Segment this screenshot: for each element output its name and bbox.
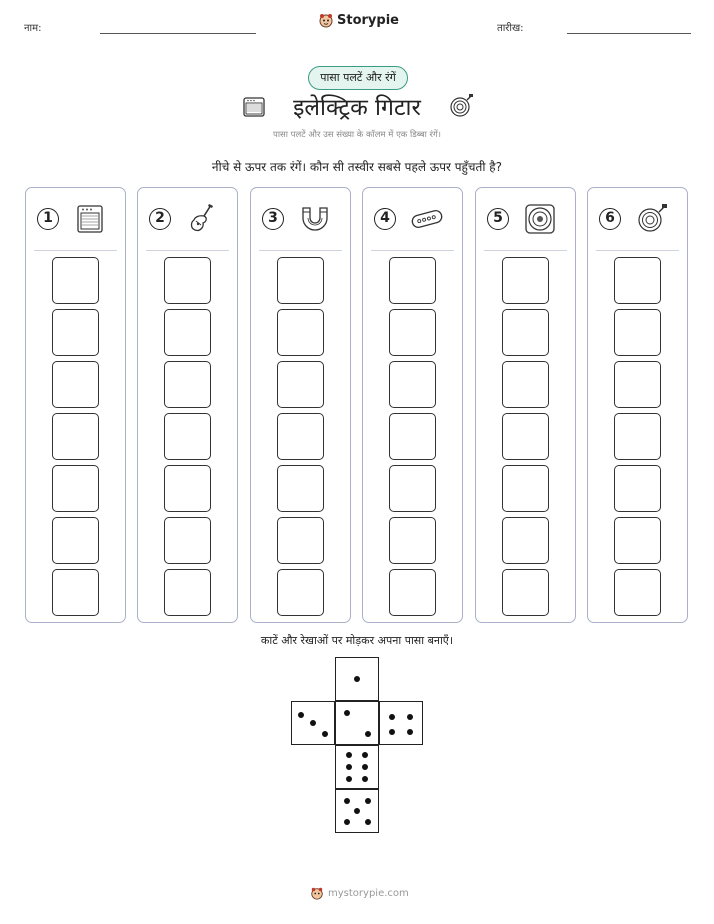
column-number: 5: [487, 208, 509, 230]
dice-pip: [354, 676, 360, 682]
column-4: [362, 187, 463, 623]
dice-pip: [365, 731, 371, 737]
color-box[interactable]: [52, 517, 99, 564]
dice-face-5[interactable]: [335, 789, 379, 833]
pickup-icon: [410, 202, 444, 236]
dice-face-4[interactable]: [379, 701, 423, 745]
color-box[interactable]: [502, 517, 549, 564]
color-box[interactable]: [52, 569, 99, 616]
color-box[interactable]: [164, 309, 211, 356]
dice-pip: [365, 819, 371, 825]
dice-pip: [310, 720, 316, 726]
color-box[interactable]: [277, 465, 324, 512]
dice-pip: [346, 752, 352, 758]
dice-pip: [407, 729, 413, 735]
color-box[interactable]: [277, 517, 324, 564]
cut-instruction: काटें और रेखाओं पर मोड़कर अपना पासा बनाएँ।: [260, 634, 454, 647]
date-label: तारीख:: [497, 23, 524, 34]
dice-pip: [354, 808, 360, 814]
electric-guitar-icon: [185, 202, 219, 236]
dice-pip: [322, 731, 328, 737]
column-divider: [259, 250, 342, 251]
column-number: 1: [37, 208, 59, 230]
column-divider: [371, 250, 454, 251]
question: नीचे से ऊपर तक रंगें। कौन सी तस्वीर सबसे पहले ऊपर पहुँचती है?: [211, 160, 503, 174]
magnet-icon: [298, 202, 332, 236]
color-box[interactable]: [277, 413, 324, 460]
dice-face-3[interactable]: [291, 701, 335, 745]
column-header: [476, 188, 575, 250]
page-title: इलेक्ट्रिक गिटार: [293, 95, 421, 121]
dice-pip: [365, 798, 371, 804]
column-2: [137, 187, 238, 623]
color-box[interactable]: [52, 465, 99, 512]
color-box[interactable]: [389, 517, 436, 564]
activity-tag: पासा पलटें और रंगें: [308, 66, 408, 90]
dice-pip: [362, 776, 368, 782]
column-1: [25, 187, 126, 623]
column-number: 6: [599, 208, 621, 230]
cable-coil-icon: [448, 93, 474, 119]
dice-pip: [344, 798, 350, 804]
color-box[interactable]: [502, 309, 549, 356]
dice-pip: [362, 764, 368, 770]
color-box[interactable]: [164, 257, 211, 304]
color-box[interactable]: [502, 413, 549, 460]
color-box[interactable]: [164, 361, 211, 408]
color-box[interactable]: [614, 413, 661, 460]
color-box[interactable]: [614, 517, 661, 564]
color-box[interactable]: [502, 361, 549, 408]
color-box[interactable]: [502, 257, 549, 304]
color-box[interactable]: [614, 309, 661, 356]
date-line[interactable]: [567, 33, 691, 34]
dice-pip: [407, 714, 413, 720]
cable-coil-icon: [635, 202, 669, 236]
color-box[interactable]: [277, 361, 324, 408]
dice-pip: [344, 819, 350, 825]
column-number: 3: [262, 208, 284, 230]
dice-pip: [389, 729, 395, 735]
column-divider: [484, 250, 567, 251]
color-box[interactable]: [52, 413, 99, 460]
dice-pip: [389, 714, 395, 720]
dice-face-1[interactable]: [335, 657, 379, 701]
dice-face-6[interactable]: [335, 745, 379, 789]
color-box[interactable]: [389, 309, 436, 356]
dice-pip: [346, 776, 352, 782]
color-box[interactable]: [614, 465, 661, 512]
dice-pip: [298, 712, 304, 718]
color-box[interactable]: [614, 361, 661, 408]
color-box[interactable]: [389, 361, 436, 408]
color-box[interactable]: [52, 361, 99, 408]
column-3: [250, 187, 351, 623]
brand-logo: [318, 12, 399, 28]
color-box[interactable]: [614, 569, 661, 616]
footer-site: mystorypie.com: [328, 887, 409, 899]
column-header: [251, 188, 350, 250]
storypie-mascot-icon: [318, 12, 334, 28]
speaker-icon: [523, 202, 557, 236]
column-5: [475, 187, 576, 623]
color-box[interactable]: [502, 569, 549, 616]
color-box[interactable]: [277, 309, 324, 356]
color-box[interactable]: [389, 569, 436, 616]
column-number: 4: [374, 208, 396, 230]
column-6: [587, 187, 688, 623]
column-header: [588, 188, 687, 250]
dice-pip: [362, 752, 368, 758]
subtitle: पासा पलटें और उस संख्या के कॉलम में एक डिब्बा रंगें।: [273, 130, 441, 140]
color-box[interactable]: [164, 517, 211, 564]
column-divider: [34, 250, 117, 251]
column-header: [138, 188, 237, 250]
color-box[interactable]: [52, 257, 99, 304]
amplifier-icon: [73, 202, 107, 236]
dice-pip: [346, 764, 352, 770]
storypie-mascot-icon: [310, 886, 324, 900]
color-box[interactable]: [52, 309, 99, 356]
dice-pip: [344, 710, 350, 716]
color-box[interactable]: [389, 257, 436, 304]
name-label: नाम:: [24, 23, 42, 34]
color-box[interactable]: [164, 465, 211, 512]
color-box[interactable]: [277, 257, 324, 304]
color-box[interactable]: [614, 257, 661, 304]
name-line[interactable]: [100, 33, 256, 34]
color-box[interactable]: [502, 465, 549, 512]
column-divider: [596, 250, 679, 251]
column-divider: [146, 250, 229, 251]
dice-face-2[interactable]: [335, 701, 379, 745]
color-box[interactable]: [389, 465, 436, 512]
color-box[interactable]: [164, 413, 211, 460]
column-number: 2: [149, 208, 171, 230]
color-box[interactable]: [389, 413, 436, 460]
column-header: [26, 188, 125, 250]
color-box[interactable]: [164, 569, 211, 616]
column-header: [363, 188, 462, 250]
footer: [310, 886, 409, 900]
color-box[interactable]: [277, 569, 324, 616]
brand-name: Storypie: [337, 12, 399, 28]
